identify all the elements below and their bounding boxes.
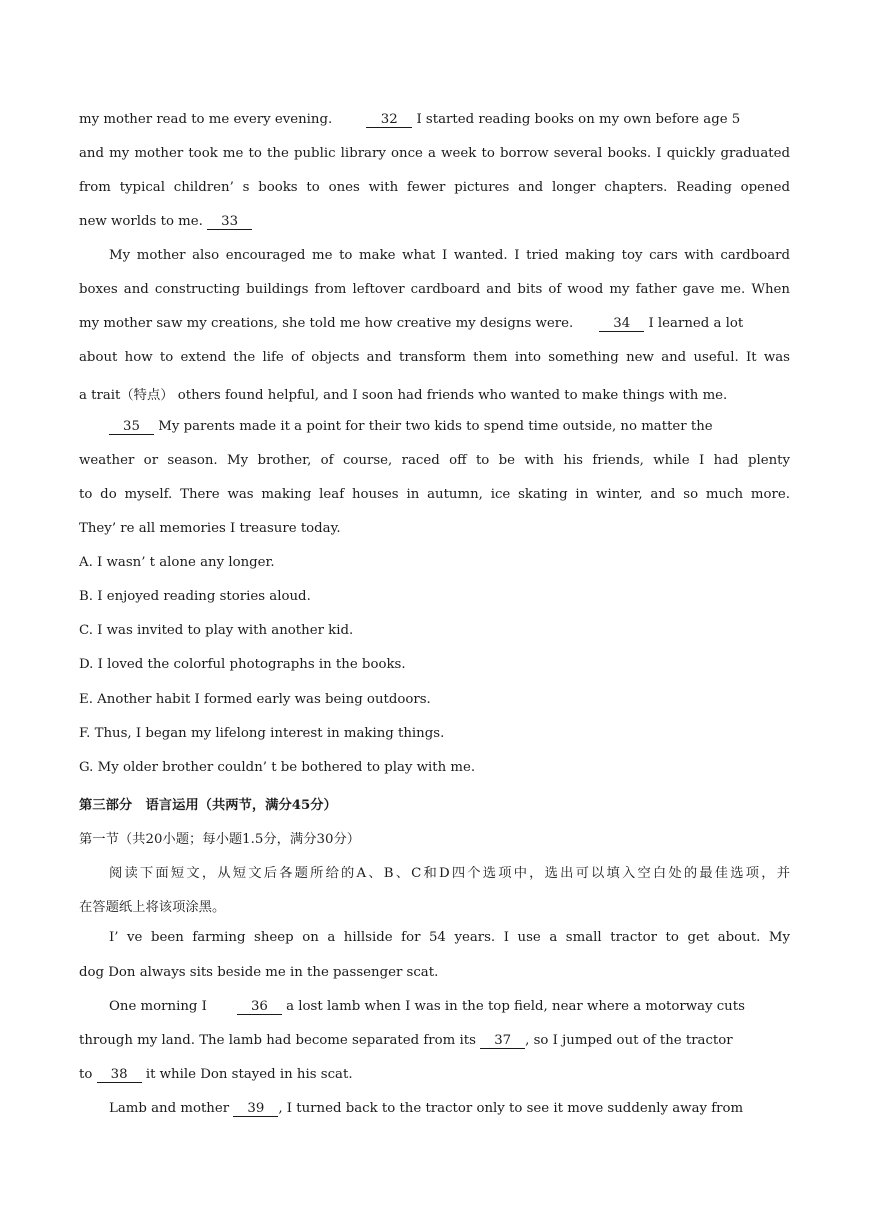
text-line: weather or season. My brother, of course, raced off to be with his friends, while I had plenty: [79, 453, 790, 468]
text: new worlds to me.: [79, 214, 203, 229]
text: through my land. The lamb had become separated from its: [79, 1033, 476, 1048]
option-c: C. I was invited to play with another kid.: [79, 623, 354, 638]
instruction-line: 阅读下面短文，从短文后各题所给的A、B、C和D四个选项中，选出可以填入空白处的最佳选项，并: [109, 866, 790, 881]
text: , I turned back to the tractor only to see it move suddenly away from: [278, 1101, 744, 1116]
answer-blank-35[interactable]: 35: [109, 420, 154, 435]
answer-blank-37[interactable]: 37: [480, 1034, 525, 1049]
text: to: [79, 1067, 93, 1082]
answer-blank-34[interactable]: 34: [599, 317, 644, 332]
text: my mother saw my creations, she told me how creative my designs were.: [79, 316, 574, 331]
section-heading: 第一节（共20小题；每小题1.5分，满分30分）: [79, 832, 361, 847]
answer-blank-38[interactable]: 38: [97, 1068, 142, 1083]
text-line: [79, 112, 790, 128]
answer-blank-33[interactable]: 33: [207, 215, 252, 230]
text: I started reading books on my own before age 5: [416, 112, 741, 127]
text: One morning I: [109, 999, 207, 1014]
option-b: B. I enjoyed reading stories aloud.: [79, 589, 311, 604]
text-line: I’ ve been farming sheep on a hillside for 54 years. I use a small tractor to get about. My: [109, 930, 790, 945]
text-line: [109, 999, 790, 1015]
instruction-line: 在答题纸上将该项涂黑。: [79, 900, 226, 915]
answer-blank-36[interactable]: 36: [237, 1000, 282, 1015]
text: my mother read to me every evening.: [79, 112, 333, 127]
option-e: E. Another habit I formed early was being outdoors.: [79, 692, 431, 707]
text-line: from typical children’ s books to ones with fewer pictures and longer chapters. Reading opened: [79, 180, 790, 195]
answer-blank-32[interactable]: 32: [366, 113, 412, 128]
option-d: D. I loved the colorful photographs in the books.: [79, 657, 406, 672]
text-line: They’ re all memories I treasure today.: [79, 521, 341, 536]
text-line: a trait（特点） others found helpful, and I soon had friends who wanted to make things with me.: [79, 388, 728, 403]
text-line: dog Don always sits beside me in the passenger scat.: [79, 965, 439, 980]
text: it while Don stayed in his scat.: [145, 1067, 353, 1082]
text-line: My mother also encouraged me to make what I wanted. I tried making toy cars with cardboard: [109, 248, 790, 263]
text-line: [79, 1067, 790, 1083]
text-line: [79, 316, 790, 332]
text-line: [79, 1033, 790, 1049]
part-heading: 第三部分 语言运用（共两节，满分45分）: [79, 798, 337, 813]
text-line: about how to extend the life of objects and transform them into something new and useful. It was: [79, 350, 790, 365]
text-line: boxes and constructing buildings from leftover cardboard and bits of wood my father gave me. When: [79, 282, 790, 297]
text: I learned a lot: [648, 316, 744, 331]
text: a lost lamb when I was in the top field, near where a motorway cuts: [286, 999, 745, 1014]
option-f: F. Thus, I began my lifelong interest in making things.: [79, 726, 445, 741]
text-line: to do myself. There was making leaf houses in autumn, ice skating in winter, and so much more.: [79, 487, 790, 502]
text: My parents made it a point for their two kids to spend time outside, no matter the: [158, 419, 713, 434]
text-line: [109, 419, 790, 435]
text-line: and my mother took me to the public library once a week to borrow several books. I quickly graduated: [79, 146, 790, 161]
text: Lamb and mother: [109, 1101, 230, 1116]
option-g: G. My older brother couldn’ t be bothered to play with me.: [79, 760, 476, 775]
answer-blank-39[interactable]: 39: [233, 1102, 278, 1117]
text-line: [79, 214, 790, 230]
option-a: A. I wasn’ t alone any longer.: [79, 555, 275, 570]
text-line: [109, 1101, 790, 1117]
text: , so I jumped out of the tractor: [525, 1033, 733, 1048]
